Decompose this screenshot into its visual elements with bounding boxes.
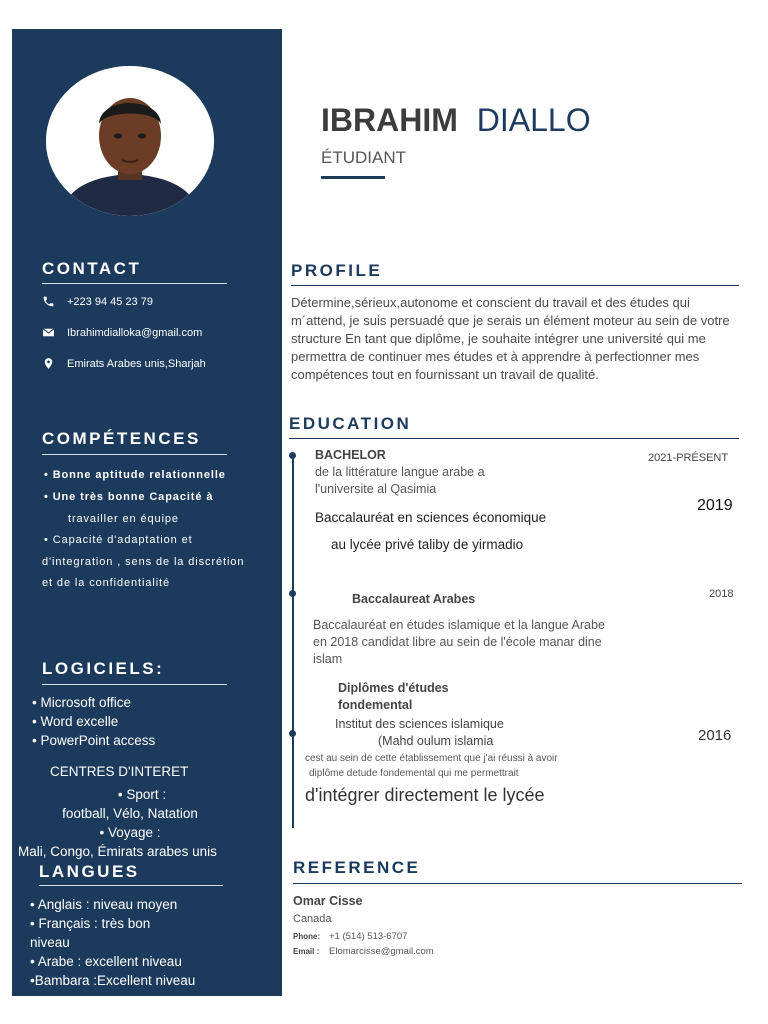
bac-eco-school: au lycée privé taliby de yirmadio bbox=[331, 537, 524, 552]
profile-line: Détermine,sérieux,autonome et conscient du travail et des études qui bbox=[291, 295, 690, 310]
software-item: • Microsoft office bbox=[32, 695, 132, 710]
reference-phone: +1 (514) 513-6707 bbox=[329, 931, 408, 942]
diploma-institute: (Mahd oulum islamia bbox=[378, 734, 494, 748]
profile-line: permettra de continuer mes études et à apprendre à perfectionner mes bbox=[291, 349, 700, 364]
software-heading: LOGICIELS: bbox=[42, 659, 165, 678]
bac-ar-title: Baccalaureat Arabes bbox=[352, 592, 476, 606]
profile-divider bbox=[291, 285, 739, 286]
language-line: • Français : très bon bbox=[30, 916, 151, 931]
contact-email-text: Ibrahimdialloka@gmail.com bbox=[67, 326, 203, 339]
skill-line: travailler en équipe bbox=[68, 513, 179, 525]
contact-email bbox=[42, 326, 202, 339]
languages-divider bbox=[39, 885, 223, 886]
language-line: • Anglais : niveau moyen bbox=[30, 897, 178, 912]
contact-phone bbox=[42, 295, 153, 308]
bac-ar-line: islam bbox=[313, 652, 343, 666]
contact-divider bbox=[42, 283, 227, 284]
profile-photo-image bbox=[46, 66, 214, 216]
interest-line: Mali, Congo, Émirats arabes unis bbox=[18, 844, 217, 859]
language-line: niveau bbox=[30, 935, 70, 950]
diploma-desc: cest au sein de cette établissement que j'ai réussi à avoir bbox=[305, 753, 558, 764]
reference-email-label: Email : bbox=[293, 947, 320, 956]
timeline-dot bbox=[289, 452, 296, 459]
bac-eco-title: Baccalauréat en sciences économique bbox=[315, 510, 547, 525]
diploma-title: fondemental bbox=[338, 698, 413, 712]
location-pin-icon bbox=[42, 357, 55, 370]
bac-eco-year: 2019 bbox=[697, 497, 733, 514]
timeline-line bbox=[292, 455, 294, 828]
profile-line: structure En tant que diplôme, je souhaite intégrer une université qui me bbox=[291, 331, 706, 346]
software-divider bbox=[42, 684, 227, 685]
skills-heading: COMPÉTENCES bbox=[42, 429, 201, 448]
reference-phone-label: Phone: bbox=[293, 932, 321, 941]
diploma-title: Diplômes d'études bbox=[338, 681, 449, 695]
education-divider bbox=[289, 438, 739, 439]
last-name: DIALLO bbox=[476, 102, 591, 138]
sidebar bbox=[12, 29, 282, 996]
skills-divider bbox=[42, 454, 227, 455]
first-name: IBRAHIM bbox=[321, 102, 458, 138]
full-name bbox=[321, 102, 591, 139]
bachelor-title: BACHELOR bbox=[315, 448, 386, 462]
email-icon bbox=[42, 326, 55, 339]
interest-line: • Sport : bbox=[117, 787, 167, 802]
phone-icon bbox=[42, 295, 55, 308]
profile-heading: PROFILE bbox=[291, 261, 383, 280]
software-item: • Word excelle bbox=[32, 714, 119, 729]
diploma-desc: diplôme detude fondemental qui me permettrait bbox=[309, 768, 519, 779]
bachelor-date: 2021-PRÉSENT bbox=[648, 452, 729, 464]
reference-heading: REFERENCE bbox=[293, 858, 421, 877]
interest-line: • Voyage : bbox=[99, 825, 161, 840]
language-line: • Arabe : excellent niveau bbox=[30, 954, 182, 969]
contact-phone-text: +223 94 45 23 79 bbox=[67, 295, 153, 308]
profile-photo bbox=[46, 66, 214, 216]
language-line: •Bambara :Excellent niveau bbox=[30, 973, 196, 988]
title-underline bbox=[321, 176, 385, 179]
profile-line: compétences tout en fournissant un travail de qualité. bbox=[291, 367, 599, 382]
skill-line: et de la confidentialité bbox=[42, 577, 171, 589]
reference-divider bbox=[293, 883, 742, 884]
skill-line: • Une très bonne Capacité à bbox=[44, 491, 214, 503]
reference-email: Elomarcisse@gmail.com bbox=[329, 946, 434, 957]
bachelor-line: l'universite al Qasimia bbox=[315, 482, 437, 496]
contact-location-text: Emirats Arabes unis,Sharjah bbox=[67, 357, 206, 370]
contact-location bbox=[42, 357, 206, 370]
languages-heading: LANGUES bbox=[39, 862, 140, 881]
software-item: • PowerPoint access bbox=[32, 733, 156, 748]
diploma-year: 2016 bbox=[698, 727, 732, 744]
education-heading: EDUCATION bbox=[289, 414, 412, 433]
diploma-institute: Institut des sciences islamique bbox=[335, 717, 504, 731]
diploma-desc-large: d'intégrer directement le lycée bbox=[305, 785, 545, 805]
reference-country: Canada bbox=[293, 913, 332, 925]
profile-line: m´attend, je suis persuadé que je serais un élément moteur au sein de votre bbox=[291, 313, 730, 328]
contact-heading: CONTACT bbox=[42, 259, 142, 278]
reference-name: Omar Cisse bbox=[293, 894, 363, 908]
interest-line: football, Vélo, Natation bbox=[62, 806, 198, 821]
bac-ar-line: en 2018 candidat libre au sein de l'école manar dine bbox=[313, 635, 602, 649]
job-title: ÉTUDIANT bbox=[321, 148, 406, 167]
skill-line: • Capacité d'adaptation et bbox=[44, 534, 193, 546]
skill-line: d'integration , sens de la discrétion bbox=[42, 556, 245, 568]
timeline-dot bbox=[289, 590, 296, 597]
bac-ar-line: Baccalauréat en études islamique et la langue Arabe bbox=[313, 618, 605, 632]
bachelor-line: de la littérature langue arabe a bbox=[315, 465, 485, 479]
skill-line: • Bonne aptitude relationnelle bbox=[44, 469, 226, 481]
timeline-dot bbox=[289, 730, 296, 737]
bac-ar-year: 2018 bbox=[709, 588, 734, 600]
interests-heading: CENTRES D'INTERET bbox=[50, 764, 189, 779]
